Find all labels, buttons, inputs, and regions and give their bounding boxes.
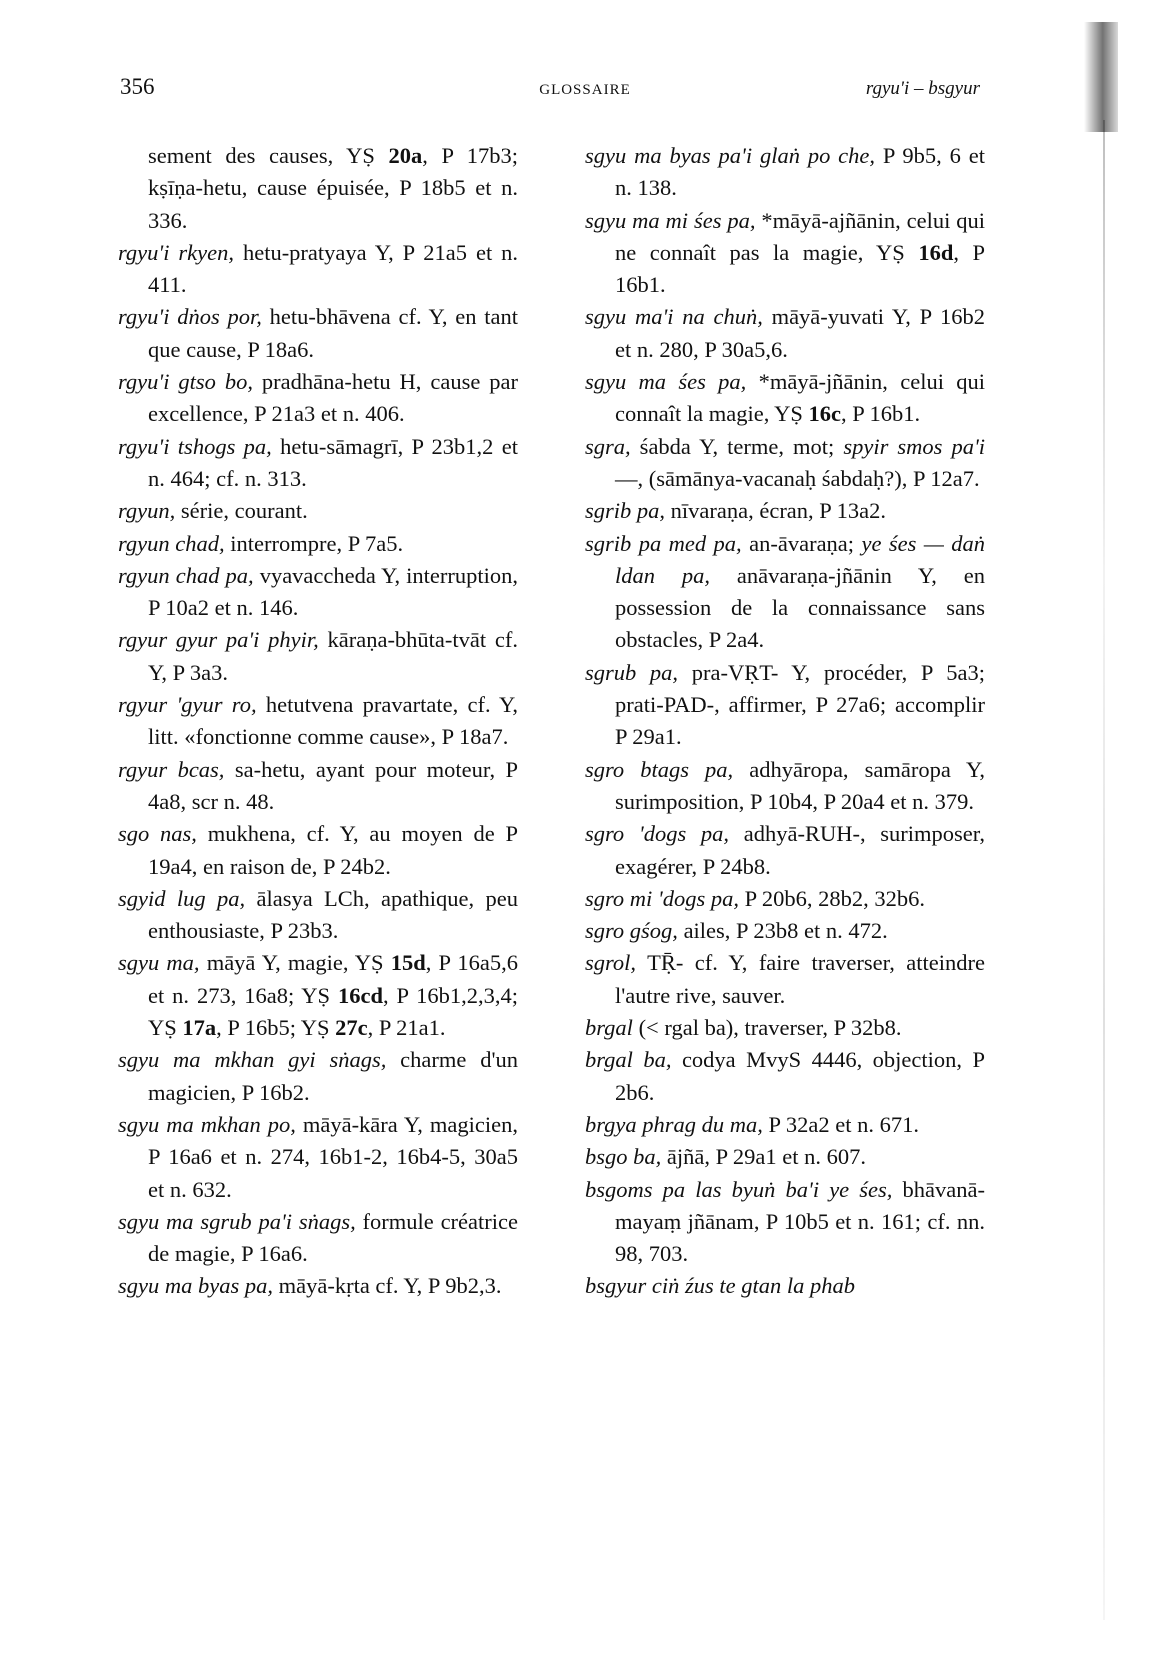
headword: sgyu ma mkhan po, xyxy=(118,1111,296,1137)
glossary-entry xyxy=(118,818,518,883)
definition-text: ālasya LCh, apathique, peu enthousiaste, P 23b3. xyxy=(148,885,518,944)
glossary-entry xyxy=(118,1044,518,1109)
definition-text: (< rgal ba), traverser, P 32b8. xyxy=(632,1015,902,1041)
definition-text: māyā-kāra Y, magicien, P 16a6 et n. 274, 16b1-2, 16b4-5, 30a5 et n. 632. xyxy=(148,1111,518,1202)
headword: rgyu'i rkyen, xyxy=(118,239,235,265)
glossary-entry xyxy=(118,754,518,819)
glossary-entry xyxy=(118,883,518,948)
headword: ye śes — daṅ ldan pa, xyxy=(615,530,986,588)
glossary-entry xyxy=(118,1206,518,1271)
definition-text: , P 17b3; kṣīṇa-hetu, cause épuisée, P 18b5 et n. 336. xyxy=(148,143,519,233)
definition-text: interrompre, P 7a5. xyxy=(224,530,404,556)
glossary-entry xyxy=(118,689,518,754)
headword: sgyid lug pa, xyxy=(118,885,246,911)
headword: rgyun, xyxy=(118,498,176,524)
glossary-entry xyxy=(585,1141,985,1173)
headword: sgyu ma mkhan gyi sṅags, xyxy=(118,1047,387,1073)
definition-text: P 32a2 et n. 671. xyxy=(762,1111,919,1137)
glossary-entry xyxy=(585,754,985,819)
headword: sgro 'dogs pa, xyxy=(585,821,730,847)
headword: sgro gśog, xyxy=(585,918,678,944)
headword: rgyu'i gtso bo, xyxy=(118,369,253,395)
definition-text: , P 16a5,6 et n. 273, 16a8; YṢ xyxy=(148,950,518,1008)
glossary-entry xyxy=(118,237,518,302)
definition-text: hetutvena pravartate, cf. Y, litt. «fonctionne comme cause», P 18a7. xyxy=(148,692,519,750)
verse-reference: 16c xyxy=(808,401,841,427)
running-title: GLOSSAIRE xyxy=(539,82,631,98)
definition-text: P 9b5, 6 et n. 138. xyxy=(615,143,985,201)
glossary-entry xyxy=(118,431,518,496)
definition-text: codya MvyS 4446, objection, P 2b6. xyxy=(615,1047,985,1105)
glossary-entry xyxy=(585,205,985,302)
definition-text: adhyā-RUH-, surimposer, exagérer, P 24b8. xyxy=(615,821,985,879)
definition-text: sa-hetu, ayant pour moteur, P 4a8, scr n. 48. xyxy=(148,756,518,814)
definition-text: māyā Y, magie, YṢ xyxy=(199,950,391,976)
glossary-column-right xyxy=(585,140,985,1303)
verse-reference: 27c xyxy=(335,1015,368,1041)
definition-text: ailes, P 23b8 et n. 472. xyxy=(677,918,888,944)
definition-text: , P 16b1. xyxy=(841,401,921,427)
headword: sgro mi 'dogs pa, xyxy=(585,885,739,911)
definition-text: vyavaccheda Y, interruption, P 10a2 et n. 146. xyxy=(148,562,518,621)
glossary-entry xyxy=(585,140,985,205)
glossary-entry xyxy=(585,1109,985,1141)
headword: bsgoms pa las byuṅ ba'i ye śes, xyxy=(585,1176,893,1202)
definition-text: pra-VṚT- Y, procéder, P 5a3; prati-PAD-, affirmer, P 27a6; accomplir P 29a1. xyxy=(615,659,986,750)
definition-text: kāraṇa-bhūta-tvāt cf. Y, P 3a3. xyxy=(148,627,518,685)
headword: rgyur gyur pa'i phyir, xyxy=(118,627,319,653)
headword: rgyu'i tshogs pa, xyxy=(118,433,272,459)
definition-text: nīvaraṇa, écran, P 13a2. xyxy=(665,498,886,524)
glossary-entry xyxy=(585,301,985,366)
definition-text: , P 16b1,2,3,4; YṢ xyxy=(148,982,518,1041)
definition-text: *māyā-jñānin, celui qui connaît la magie, YṢ xyxy=(615,369,985,427)
glossary-entry xyxy=(118,947,518,1044)
page-header xyxy=(0,74,1170,114)
glossary-entry xyxy=(118,301,518,366)
glossary-entry xyxy=(118,495,518,527)
definition-text: śabda Y, terme, mot; xyxy=(630,433,844,459)
definition-text: hetu-pratyaya Y, P 21a5 et n. 411. xyxy=(148,239,519,298)
glossary-entry xyxy=(585,883,985,915)
glossary-entry xyxy=(118,560,518,625)
headword: sgrub pa, xyxy=(585,659,679,685)
headword: bsgyur ciṅ źus te gtan la phab xyxy=(585,1273,855,1299)
headword: sgyu ma byas pa, xyxy=(118,1273,273,1299)
headword: sgyu ma mi śes pa, xyxy=(585,207,756,233)
headword: sgrib pa med pa, xyxy=(585,530,742,556)
headword: rgyu'i dṅos por, xyxy=(118,304,262,330)
verse-reference: 16d xyxy=(918,239,954,265)
definition-text: —, (sāmānya-vacanaḥ śabdaḥ?), P 12a7. xyxy=(615,465,980,491)
glossary-entry xyxy=(585,947,985,1012)
headword: sgrib pa, xyxy=(585,498,666,524)
headword: sgyu ma sgrub pa'i sṅags, xyxy=(118,1208,356,1234)
definition-text: an-āvaraṇa; xyxy=(741,530,862,556)
headword: sgrol, xyxy=(585,950,637,976)
glossary-entry xyxy=(118,1109,518,1206)
definition-text: formule créatrice de magie, P 16a6. xyxy=(148,1208,518,1267)
definition-text: série, courant. xyxy=(175,498,308,524)
page-number: 356 xyxy=(120,74,155,99)
verse-reference: 17a xyxy=(182,1015,217,1041)
glossary-entry xyxy=(118,528,518,560)
definition-text: mukhena, cf. Y, au moyen de P 19a4, en raison de, P 24b2. xyxy=(148,821,518,879)
headword: sgo nas, xyxy=(118,821,197,847)
definition-text: māyā-yuvati Y, P 16b2 et n. 280, P 30a5,6. xyxy=(615,304,986,362)
glossary-column-left xyxy=(118,140,518,1303)
glossary-entry xyxy=(585,1044,985,1109)
headword: spyir smos pa'i xyxy=(843,433,986,459)
definition-text: P 20b6, 28b2, 32b6. xyxy=(739,885,926,911)
headword: sgyu ma, xyxy=(118,950,200,976)
definition-text: *māyā-ajñānin, celui qui ne connaît pas la magie, YṢ xyxy=(615,207,985,265)
definition-text: ājñā, P 29a1 et n. 607. xyxy=(661,1144,867,1170)
headword: sgra, xyxy=(585,433,631,459)
definition-text: hetu-sāmagrī, P 23b1,2 et n. 464; cf. n. 313. xyxy=(148,433,518,491)
definition-text: anāvaraṇa-jñānin Y, en possession de la connaissance sans obstacles, P 2a4. xyxy=(615,562,985,653)
definition-text: pradhāna-hetu H, cause par excellence, P 21a3 et n. 406. xyxy=(148,369,518,427)
definition-text: , P 16b1. xyxy=(615,239,985,298)
headword: sgyu ma śes pa, xyxy=(585,369,747,395)
glossary-entry xyxy=(118,1270,518,1302)
definition-text: TṜ- cf. Y, faire traverser, atteindre l'autre rive, sauver. xyxy=(615,950,985,1008)
headword: rgyur bcas, xyxy=(118,756,225,782)
scan-edge-line xyxy=(1103,120,1105,1620)
glossary-entry xyxy=(585,495,985,527)
verse-reference: 15d xyxy=(390,950,426,976)
glossary-entry xyxy=(585,657,985,754)
definition-text: hetu-bhāvena cf. Y, en tant que cause, P 18a6. xyxy=(148,304,518,362)
glossary-entry xyxy=(118,366,518,431)
definition-text: , P 16b5; YṢ xyxy=(216,1015,336,1041)
headword: brgal ba, xyxy=(585,1047,672,1073)
glossary-entry xyxy=(585,915,985,947)
glossary-entry xyxy=(585,1012,985,1044)
glossary-entry xyxy=(585,431,985,496)
headword: rgyun chad pa, xyxy=(118,562,254,588)
glossary-entry xyxy=(585,366,985,431)
definition-text: adhyāropa, samāropa Y, surimposition, P 10b4, P 20a4 et n. 379. xyxy=(615,756,985,814)
glossary-entry xyxy=(585,818,985,883)
headword: bsgo ba, xyxy=(585,1144,662,1170)
verse-reference: 16cd xyxy=(337,982,383,1008)
entry-range: rgyu'i – bsgyur xyxy=(865,78,980,99)
headword: rgyur 'gyur ro, xyxy=(118,692,257,718)
glossary-entry xyxy=(585,1174,985,1271)
glossary-entry xyxy=(585,528,985,657)
verse-reference: 20a xyxy=(388,143,423,168)
definition-text: bhāvanā-mayaṃ jñānam, P 10b5 et n. 161; cf. nn. 98, 703. xyxy=(615,1176,985,1267)
headword: sgyu ma'i na chuṅ, xyxy=(585,304,763,330)
glossary-entry-continuation xyxy=(118,140,518,237)
headword: brgya phrag du ma, xyxy=(585,1111,763,1137)
headword: rgyun chad, xyxy=(118,530,225,556)
headword: sgro btags pa, xyxy=(585,756,734,782)
headword: sgyu ma byas pa'i glaṅ po che, xyxy=(585,143,876,168)
definition-text: māyā-kṛta cf. Y, P 9b2,3. xyxy=(272,1273,502,1299)
headword: brgal xyxy=(585,1015,633,1041)
glossary-entry xyxy=(118,624,518,689)
definition-text: charme d'un magicien, P 16b2. xyxy=(148,1047,518,1105)
glossary-entry xyxy=(585,1270,985,1302)
definition-text: sement des causes, YṢ xyxy=(148,143,389,168)
definition-text: , P 21a1. xyxy=(367,1015,446,1041)
